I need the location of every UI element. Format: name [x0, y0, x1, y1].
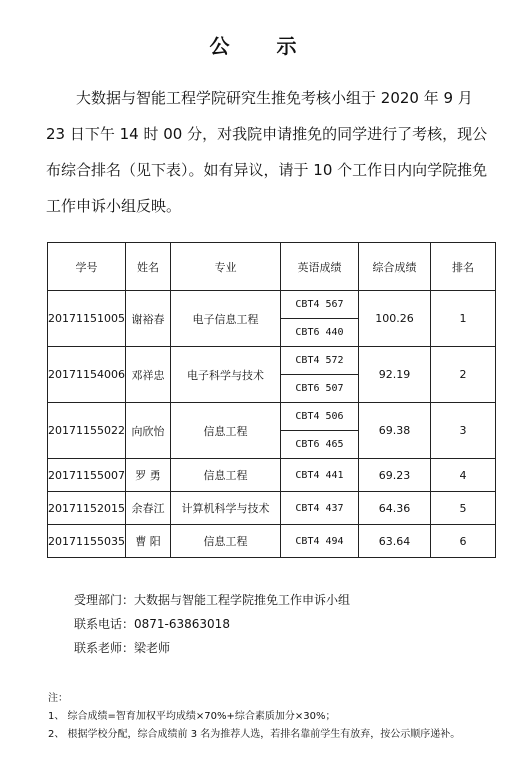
cell-total-score: 92.19 — [359, 347, 431, 403]
header-total-score: 综合成绩 — [359, 243, 431, 291]
cell-student-id: 20171155007 — [48, 459, 126, 492]
cell-student-id: 20171151005 — [48, 291, 126, 347]
cell-name: 曹 阳 — [126, 525, 171, 558]
cell-name: 向欣怡 — [126, 403, 171, 459]
cell-total-score: 63.64 — [359, 525, 431, 558]
contact-phone: 联系电话：0871-63863018 — [74, 617, 230, 631]
cell-rank: 4 — [431, 459, 496, 492]
table-row — [48, 347, 496, 375]
cell-major: 信息工程 — [171, 403, 281, 459]
note-1: 1、 综合成绩=智育加权平均成绩×70%+综合素质加分×30%； — [48, 711, 336, 722]
header-major: 专业 — [171, 243, 281, 291]
table-row — [48, 459, 496, 492]
cell-name: 邓祥忠 — [126, 347, 171, 403]
cell-major: 电子信息工程 — [171, 291, 281, 347]
contact-teacher: 联系老师：梁老师 — [74, 641, 171, 655]
cell-rank: 1 — [431, 291, 496, 347]
cell-total-score: 69.23 — [359, 459, 431, 492]
cell-english-cbt4: CBT4 506 — [281, 403, 359, 431]
cell-major: 信息工程 — [171, 459, 281, 492]
cell-major: 计算机科学与技术 — [171, 492, 281, 525]
cell-major: 电子科学与技术 — [171, 347, 281, 403]
cell-english-cbt4: CBT4 437 — [281, 492, 359, 525]
cell-english-cbt6: CBT6 507 — [281, 375, 359, 403]
header-name: 姓名 — [126, 243, 171, 291]
cell-rank: 6 — [431, 525, 496, 558]
cell-student-id: 20171154006 — [48, 347, 126, 403]
cell-rank: 2 — [431, 347, 496, 403]
table-header-row — [48, 243, 496, 291]
cell-total-score: 64.36 — [359, 492, 431, 525]
table-row — [48, 525, 496, 558]
cell-rank: 5 — [431, 492, 496, 525]
ranking-table — [47, 242, 496, 558]
contact-block — [74, 588, 350, 660]
intro-paragraph: 大数据与智能工程学院研究生推免考核小组于 2020 年 9 月 23 日下午 14 时 00 分，对我院申请推免的同学进行了考核，现公布综合排名（见下表）。如有异议，请于 10 个工作日内向学院推免工作申诉小组反映。 — [46, 89, 488, 215]
cell-name: 余春江 — [126, 492, 171, 525]
cell-name: 罗 勇 — [126, 459, 171, 492]
header-student-id: 学号 — [48, 243, 126, 291]
table-row — [48, 291, 496, 319]
header-rank: 排名 — [431, 243, 496, 291]
cell-rank: 3 — [431, 403, 496, 459]
cell-english-cbt6: CBT6 465 — [281, 431, 359, 459]
notes-heading: 注： — [48, 693, 68, 704]
table-row — [48, 492, 496, 525]
cell-english-cbt6: CBT6 440 — [281, 319, 359, 347]
cell-student-id: 20171155022 — [48, 403, 126, 459]
cell-name: 谢裕春 — [126, 291, 171, 347]
cell-major: 信息工程 — [171, 525, 281, 558]
cell-total-score: 69.38 — [359, 403, 431, 459]
contact-department: 受理部门：大数据与智能工程学院推免工作申诉小组 — [74, 593, 351, 607]
cell-student-id: 20171152015 — [48, 492, 126, 525]
table-row — [48, 403, 496, 431]
note-2: 2、 根据学校分配，综合成绩前 3 名为推荐人选，若排名靠前学生有放弃，按公示顺序递补。 — [48, 729, 461, 740]
header-english-score: 英语成绩 — [281, 243, 359, 291]
notes-block — [48, 690, 460, 744]
cell-total-score: 100.26 — [359, 291, 431, 347]
cell-english-cbt4: CBT4 494 — [281, 525, 359, 558]
cell-english-cbt4: CBT4 567 — [281, 291, 359, 319]
cell-student-id: 20171155035 — [48, 525, 126, 558]
page-title: 公 示 — [209, 34, 317, 58]
cell-english-cbt4: CBT4 441 — [281, 459, 359, 492]
cell-english-cbt4: CBT4 572 — [281, 347, 359, 375]
